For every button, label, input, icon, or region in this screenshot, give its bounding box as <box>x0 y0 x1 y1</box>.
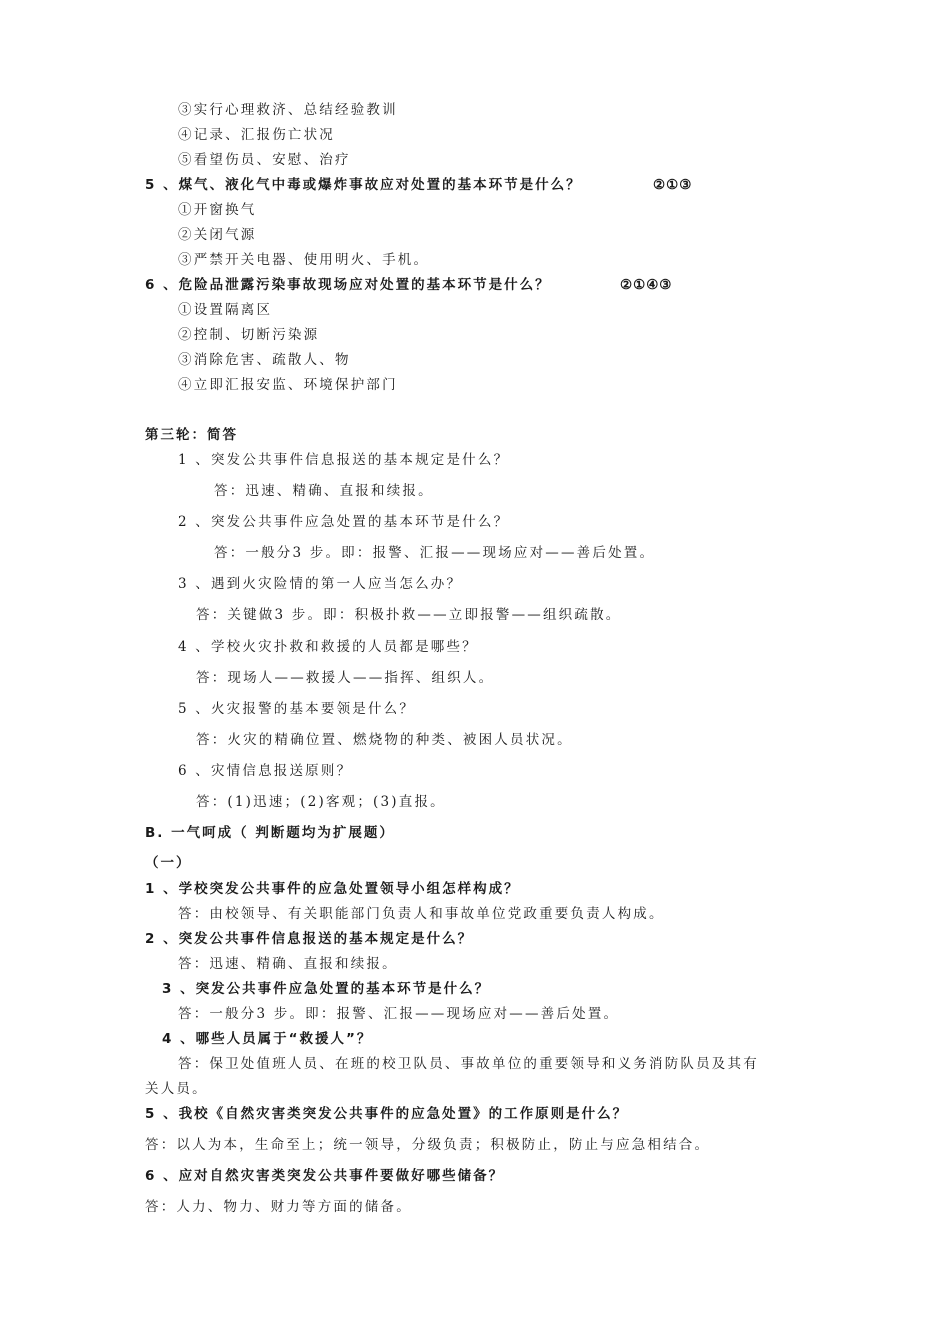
round3-question: 5 、火灾报警的基本要领是什么？ <box>178 701 416 717</box>
option-line: ①设置隔离区 <box>178 302 273 318</box>
round3-answer: 答：迅速、精确、直报和续报。 <box>214 483 434 499</box>
round3-answer: 答：(1)迅速；(2)客观；(3)直报。 <box>196 794 446 810</box>
round3-answer: 答：火灾的精确位置、燃烧物的种类、被困人员状况。 <box>196 732 573 748</box>
b-question: 4 、哪些人员属于“救援人”？ <box>162 1031 373 1047</box>
section-heading-round3: 第三轮：简答 <box>145 427 238 443</box>
b-question: 3 、突发公共事件应急处置的基本环节是什么？ <box>162 981 491 997</box>
section-subheading: （一） <box>145 855 192 871</box>
option-line: ②关闭气源 <box>178 227 257 243</box>
option-line: ④记录、汇报伤亡状况 <box>178 127 335 143</box>
option-line: ④立即汇报安监、环境保护部门 <box>178 377 398 393</box>
b-question: 5 、我校《自然灾害类突发公共事件的应急处置》的工作原则是什么？ <box>145 1106 629 1122</box>
b-answer: 答：保卫处值班人员、在班的校卫队员、事故单位的重要领导和义务消防队员及其有 <box>178 1056 759 1072</box>
round3-question: 2 、突发公共事件应急处置的基本环节是什么？ <box>178 514 510 530</box>
b-question: 2 、突发公共事件信息报送的基本规定是什么？ <box>145 931 474 947</box>
b-answer: 答：由校领导、有关职能部门负责人和事故单位党政重要负责人构成。 <box>178 906 665 922</box>
question-6: 6 、危险品泄露污染事故现场应对处置的基本环节是什么？ <box>145 277 551 293</box>
b-answer-continued: 关人员。 <box>145 1081 208 1097</box>
b-question: 6 、应对自然灾害类突发公共事件要做好哪些储备？ <box>145 1168 505 1184</box>
option-line: ③实行心理救济、总结经验教训 <box>178 102 398 118</box>
b-answer: 答：以人为本，生命至上；统一领导，分级负责；积极防止，防止与应急相结合。 <box>145 1137 711 1153</box>
round3-question: 6 、灾情信息报送原则？ <box>178 763 353 779</box>
round3-question: 3 、遇到火灾险情的第一人应当怎么办？ <box>178 576 463 592</box>
b-answer: 答：迅速、精确、直报和续报。 <box>178 956 398 972</box>
option-line: ⑤看望伤员、安慰、治疗 <box>178 152 351 168</box>
option-line: ①开窗换气 <box>178 202 257 218</box>
b-answer: 答：人力、物力、财力等方面的储备。 <box>145 1199 412 1215</box>
question-5-answer: ②①③ <box>653 177 693 193</box>
option-line: ③消除危害、疏散人、物 <box>178 352 351 368</box>
round3-answer: 答：现场人——救援人——指挥、组织人。 <box>196 670 495 686</box>
b-answer: 答：一般分3 步。即：报警、汇报——现场应对——善后处置。 <box>178 1006 620 1022</box>
option-line: ②控制、切断污染源 <box>178 327 320 343</box>
round3-answer: 答：关键做3 步。即：积极扑救——立即报警——组织疏散。 <box>196 607 622 623</box>
round3-answer: 答：一般分3 步。即：报警、汇报——现场应对——善后处置。 <box>214 545 656 561</box>
b-question: 1 、学校突发公共事件的应急处置领导小组怎样构成？ <box>145 881 520 897</box>
round3-question: 4 、学校火灾扑救和救援的人员都是哪些？ <box>178 639 478 655</box>
section-heading-b: B. 一气呵成（ 判断题均为扩展题） <box>145 825 395 841</box>
question-5: 5 、煤气、液化气中毒或爆炸事故应对处置的基本环节是什么？ <box>145 177 582 193</box>
round3-question: 1 、突发公共事件信息报送的基本规定是什么？ <box>178 452 510 468</box>
question-6-answer: ②①④③ <box>620 277 673 293</box>
option-line: ③严禁开关电器、使用明火、手机。 <box>178 252 430 268</box>
